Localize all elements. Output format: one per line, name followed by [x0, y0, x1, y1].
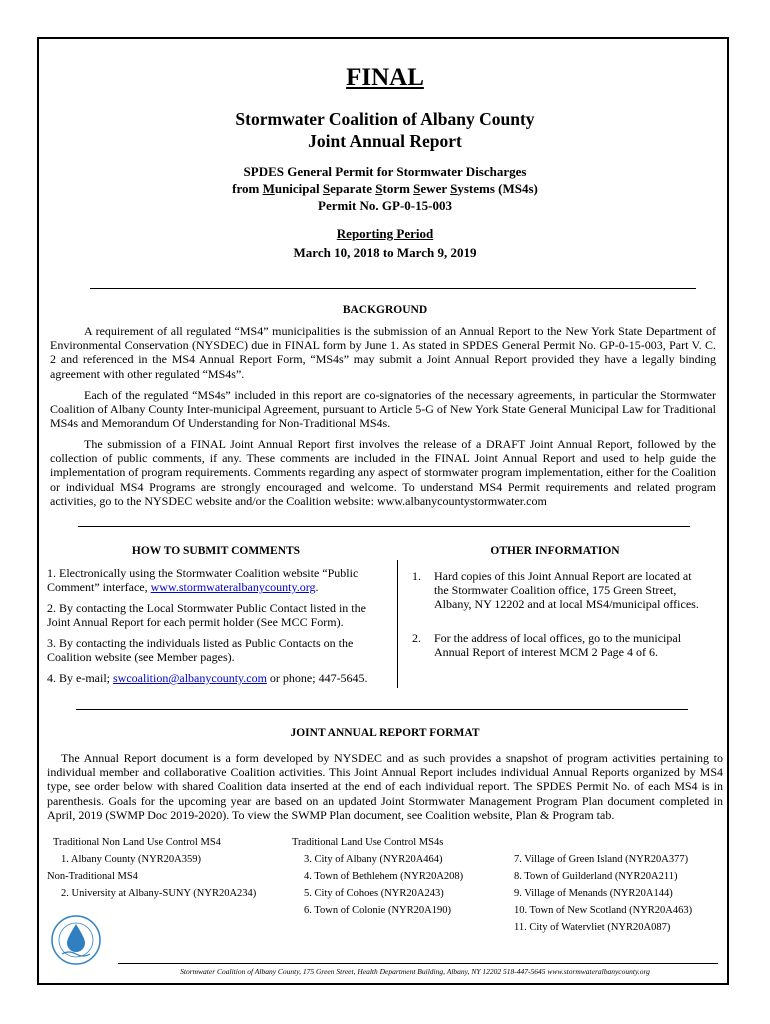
ms4-entry: 3. City of Albany (NYR20A464) — [304, 854, 443, 865]
background-heading: BACKGROUND — [342, 304, 428, 316]
ms4-entry: 2. University at Albany-SUNY (NYR20A234) — [61, 888, 257, 899]
ms4-entry: 4. Town of Bethlehem (NYR20A208) — [304, 871, 464, 882]
ms4-entry: 11. City of Watervliet (NYR20A087) — [514, 922, 671, 933]
document-status-title: FINAL — [346, 64, 424, 91]
coalition-email-link[interactable]: swcoalition@albanycounty.com — [113, 671, 267, 685]
submit-item-4: 4. By e-mail; swcoalition@albanycounty.com or phone; 447-5645. — [47, 671, 368, 685]
format-heading: JOINT ANNUAL REPORT FORMAT — [290, 727, 480, 739]
footer-contact: Stormwater Coalition of Albany County, 175 Green Street, Health Department Building, Albany, NY 12202 518-447-5645 www.stormwateralbanycounty.org — [180, 967, 650, 976]
ms4-column-2 — [292, 834, 463, 919]
background-paragraph-1: A requirement of all regulated “MS4” municipalities is the submission of an Annual Report to the New York State Department of Environmental Conservation (NYSDEC) due in FINAL form by June 1. As stated in SPDES General Permit No. GP-0-15-003, Part V. C. 2 and referenced in the MS4 Annual Report Form, “MS4s” may submit a Joint Annual Report provided they have a legally binding agreement with other regulated “MS4s”. — [50, 324, 716, 381]
org-name: Stormwater Coalition of Albany County — [235, 109, 535, 129]
ms4-category-non-traditional: Non-Traditional MS4 — [47, 871, 138, 882]
other-item-2-number: 2. — [412, 631, 421, 645]
format-paragraph: The Annual Report document is a form developed by NYSDEC and as such provides a snapshot of program activities pertaining to individual member and collaborative Coalition activities. This Joint Annual Report includes individual Annual Reports organized by MS4 type, see order below with shared Coalition data inserted at the end of each individual report. The SPDES Permit No. of each MS4 is in parenthesis. Goals for the upcoming year are based on an updated Joint Stormwater Management Program Plan document completed in April, 2019 (SWMP Doc 2019-2020). To view the SWMP Plan document, see Coalition website, Plan & Program tab. — [47, 751, 723, 822]
how-to-submit-heading: HOW TO SUBMIT COMMENTS — [131, 545, 301, 557]
ms4-entry: 1. Albany County (NYR20A359) — [61, 854, 201, 865]
submit-item-1: 1. Electronically using the Stormwater Coalition website “Public Comment” interface, www.stormwateralbanycounty.org. — [47, 566, 359, 595]
ms4-column-1 — [47, 834, 257, 902]
other-item-2: For the address of local offices, go to the municipal Annual Report of interest MCM 2 Page 4 of 6. — [434, 631, 682, 660]
other-information-heading: OTHER INFORMATION — [490, 545, 620, 557]
coalition-seal-logo — [50, 910, 102, 970]
background-paragraph-3: The submission of a FINAL Joint Annual Report first involves the release of a DRAFT Joint Annual Report, followed by the collection of public comments, if any. These comments are included in the FINAL Joint Annual Report and used to help guide the implementation of program requirements. Comments regarding any aspect of stormwater program implementation, either for the Coalition or individual MS4 Programs are strongly encouraged and welcome. To understand MS4 Permit requirements and related program activities, go to the NYSDEC website and/or the Coalition website: www.albanycountystormwater.com — [50, 437, 716, 508]
reporting-period-dates: March 10, 2018 to March 9, 2019 — [293, 245, 477, 260]
organization-title — [0, 108, 770, 152]
permit-line-2: from Municipal Separate Storm Sewer Systems (MS4s) — [232, 181, 538, 196]
ms4-entry: 5. City of Cohoes (NYR20A243) — [304, 888, 444, 899]
ms4-category-non-land-use: Traditional Non Land Use Control MS4 — [53, 837, 221, 848]
ms4-category-land-use: Traditional Land Use Control MS4s — [292, 837, 444, 848]
ms4-entry: 9. Village of Menands (NYR20A144) — [514, 888, 673, 899]
divider — [90, 288, 696, 289]
divider — [76, 709, 688, 710]
background-paragraph-2: Each of the regulated “MS4s” included in this report are co-signatories of the necessary agreements, in particular the Stormwater Coalition of Albany County Inter-municipal Agreement, pursuant to Article 5-G of New York State General Municipal Law for Traditional MS4s and Memorandum Of Understanding for Non-Traditional MS4s. — [50, 388, 716, 431]
reporting-period-label: Reporting Period — [336, 226, 434, 241]
ms4-entry: 10. Town of New Scotland (NYR20A463) — [514, 905, 693, 916]
submit-item-2: 2. By contacting the Local Stormwater Public Contact listed in the Joint Annual Report for each permit holder (See MCC Form). — [47, 601, 366, 630]
submit-item-3: 3. By contacting the individuals listed as Public Contacts on the Coalition website (see Member pages). — [47, 636, 354, 665]
permit-number: Permit No. GP-0-15-003 — [318, 198, 452, 213]
divider — [78, 526, 690, 527]
ms4-entry: 8. Town of Guilderland (NYR20A211) — [514, 871, 678, 882]
coalition-website-link[interactable]: www.stormwateralbanycounty.org — [150, 580, 316, 595]
ms4-column-3 — [514, 851, 692, 936]
permit-line-1: SPDES General Permit for Stormwater Discharges — [243, 164, 527, 179]
other-item-1: Hard copies of this Joint Annual Report are located at the Stormwater Coalition office, 175 Green Street, Albany, NY 12202 and at local MS4/municipal offices. — [434, 569, 699, 612]
column-divider — [397, 560, 398, 688]
footer-divider — [118, 963, 718, 964]
ms4-entry: 6. Town of Colonie (NYR20A190) — [304, 905, 451, 916]
report-name: Joint Annual Report — [308, 131, 462, 151]
ms4-entry: 7. Village of Green Island (NYR20A377) — [514, 854, 689, 865]
other-item-1-number: 1. — [412, 569, 421, 583]
permit-block — [0, 163, 770, 214]
